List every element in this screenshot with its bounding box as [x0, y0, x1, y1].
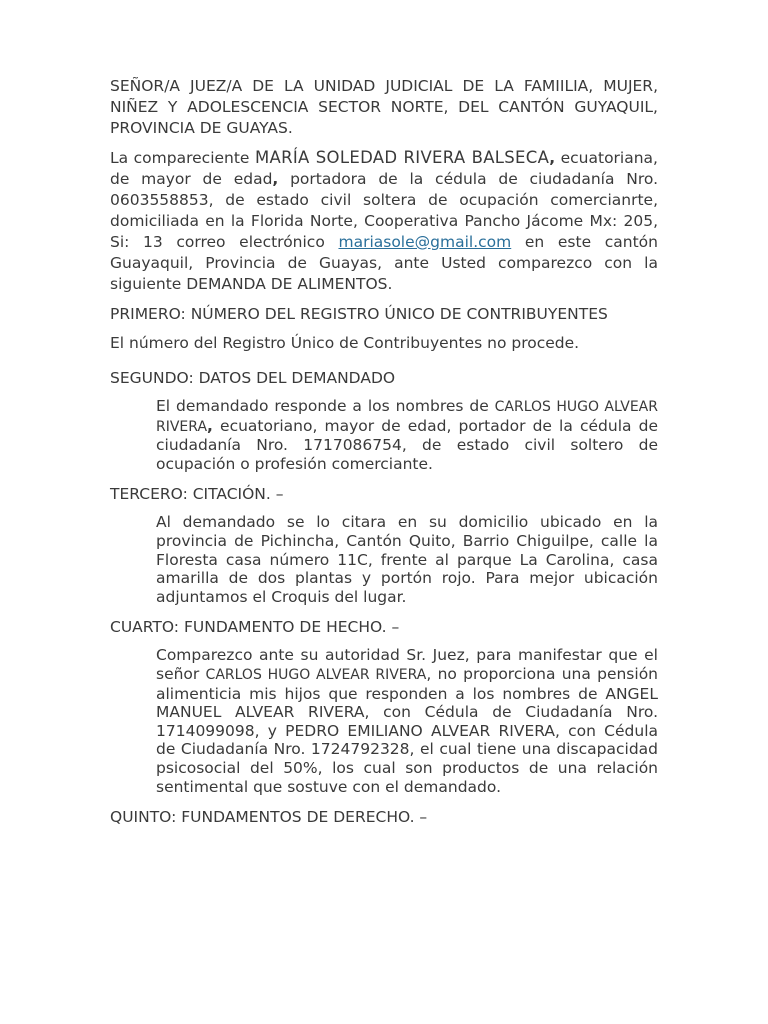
segundo-heading: SEGUNDO: DATOS DEL DEMANDADO [110, 369, 396, 387]
primero-text: El número del Registro Único de Contribuyentes no procede. [110, 334, 580, 352]
plaintiff-name-comma: , [549, 149, 556, 167]
intro-text-part1: ecuatoriana, de mayor de edad [110, 149, 658, 188]
quinto-heading: QUINTO: FUNDAMENTOS DE DERECHO. – [110, 808, 428, 827]
tercero-heading: TERCERO: CITACIÓN. – [110, 485, 284, 504]
primero-heading: PRIMERO: NÚMERO DEL REGISTRO ÚNICO DE CONTRIBUYENTES [110, 305, 608, 323]
segundo-prefix: El demandado responde a los nombres de [156, 397, 495, 415]
segundo-paragraph [156, 397, 658, 473]
cuarto-prefix: Comparezco ante su autoridad Sr. Juez, para manifestar que el señor [156, 646, 658, 683]
intro-bold-comma: , [272, 170, 279, 188]
defendant-name-comma: , [207, 416, 213, 435]
tercero-paragraph: Al demandado se lo citara en su domicilio ubicado en la provincia de Pichincha, Cantón Quito, Barrio Chiguilpe, calle la Floresta casa número 11C, frente al parque La Carolina, casa amarilla de dos plantas y portón rojo. Para mejor ubicación adjuntamos el Croquis del lugar. [156, 513, 658, 606]
cuarto-heading: CUARTO: FUNDAMENTO DE HECHO. – [110, 618, 400, 637]
intro-prefix: La compareciente [110, 149, 255, 167]
intro-text-part2: portadora de la cédula de ciudadanía Nro. 0603558853, de estado civil soltera de ocupación comercianrte, domiciliada en la Florida Norte, Cooperativa Pancho Jácome Mx: 205, Si: 13 correo electrónico [110, 170, 658, 251]
document-page [110, 76, 658, 836]
segundo-rest: ecuatoriano, mayor de edad, portador de la cédula de ciudadanía Nro. 1717086754, de estado civil soltero de ocupación o profesión comerciante. [156, 416, 658, 473]
cuarto-paragraph [156, 646, 658, 796]
email-link[interactable]: mariasole@gmail.com [338, 233, 512, 251]
intro-text-part3: en este cantón Guayaquil, Provincia de Guayas, ante Usted comparezco con la siguiente DEMANDA DE ALIMENTOS. [110, 233, 658, 293]
plaintiff-name: MARÍA SOLEDAD RIVERA BALSECA [255, 148, 550, 167]
defendant-name: CARLOS HUGO ALVEAR RIVERA [156, 399, 658, 435]
cuarto-defendant-name: CARLOS HUGO ALVEAR RIVERA [205, 666, 427, 683]
court-addressee-header: SEÑOR/A JUEZ/A DE LA UNIDAD JUDICIAL DE LA FAMIILIA, MUJER, NIÑEZ Y ADOLESCENCIA SECTOR NORTE, DEL CANTÓN GUYAQUIL, PROVINCIA DE GUAYAS. [110, 77, 658, 137]
intro-paragraph [110, 147, 658, 295]
cuarto-rest: , no proporciona una pensión alimenticia mis hijos que responden a los nombres de ANGEL MANUEL ALVEAR RIVERA, con Cédula de Ciudadanía Nro. 1714099098, y PEDRO EMILIANO ALVEAR RIVERA, con Cédula de Ciudadanía Nro. 1724792328, el cual tiene una discapacidad psicosocial del 50%, los cual son productos de una relación sentimental que sostuve con el demandado. [156, 664, 658, 796]
